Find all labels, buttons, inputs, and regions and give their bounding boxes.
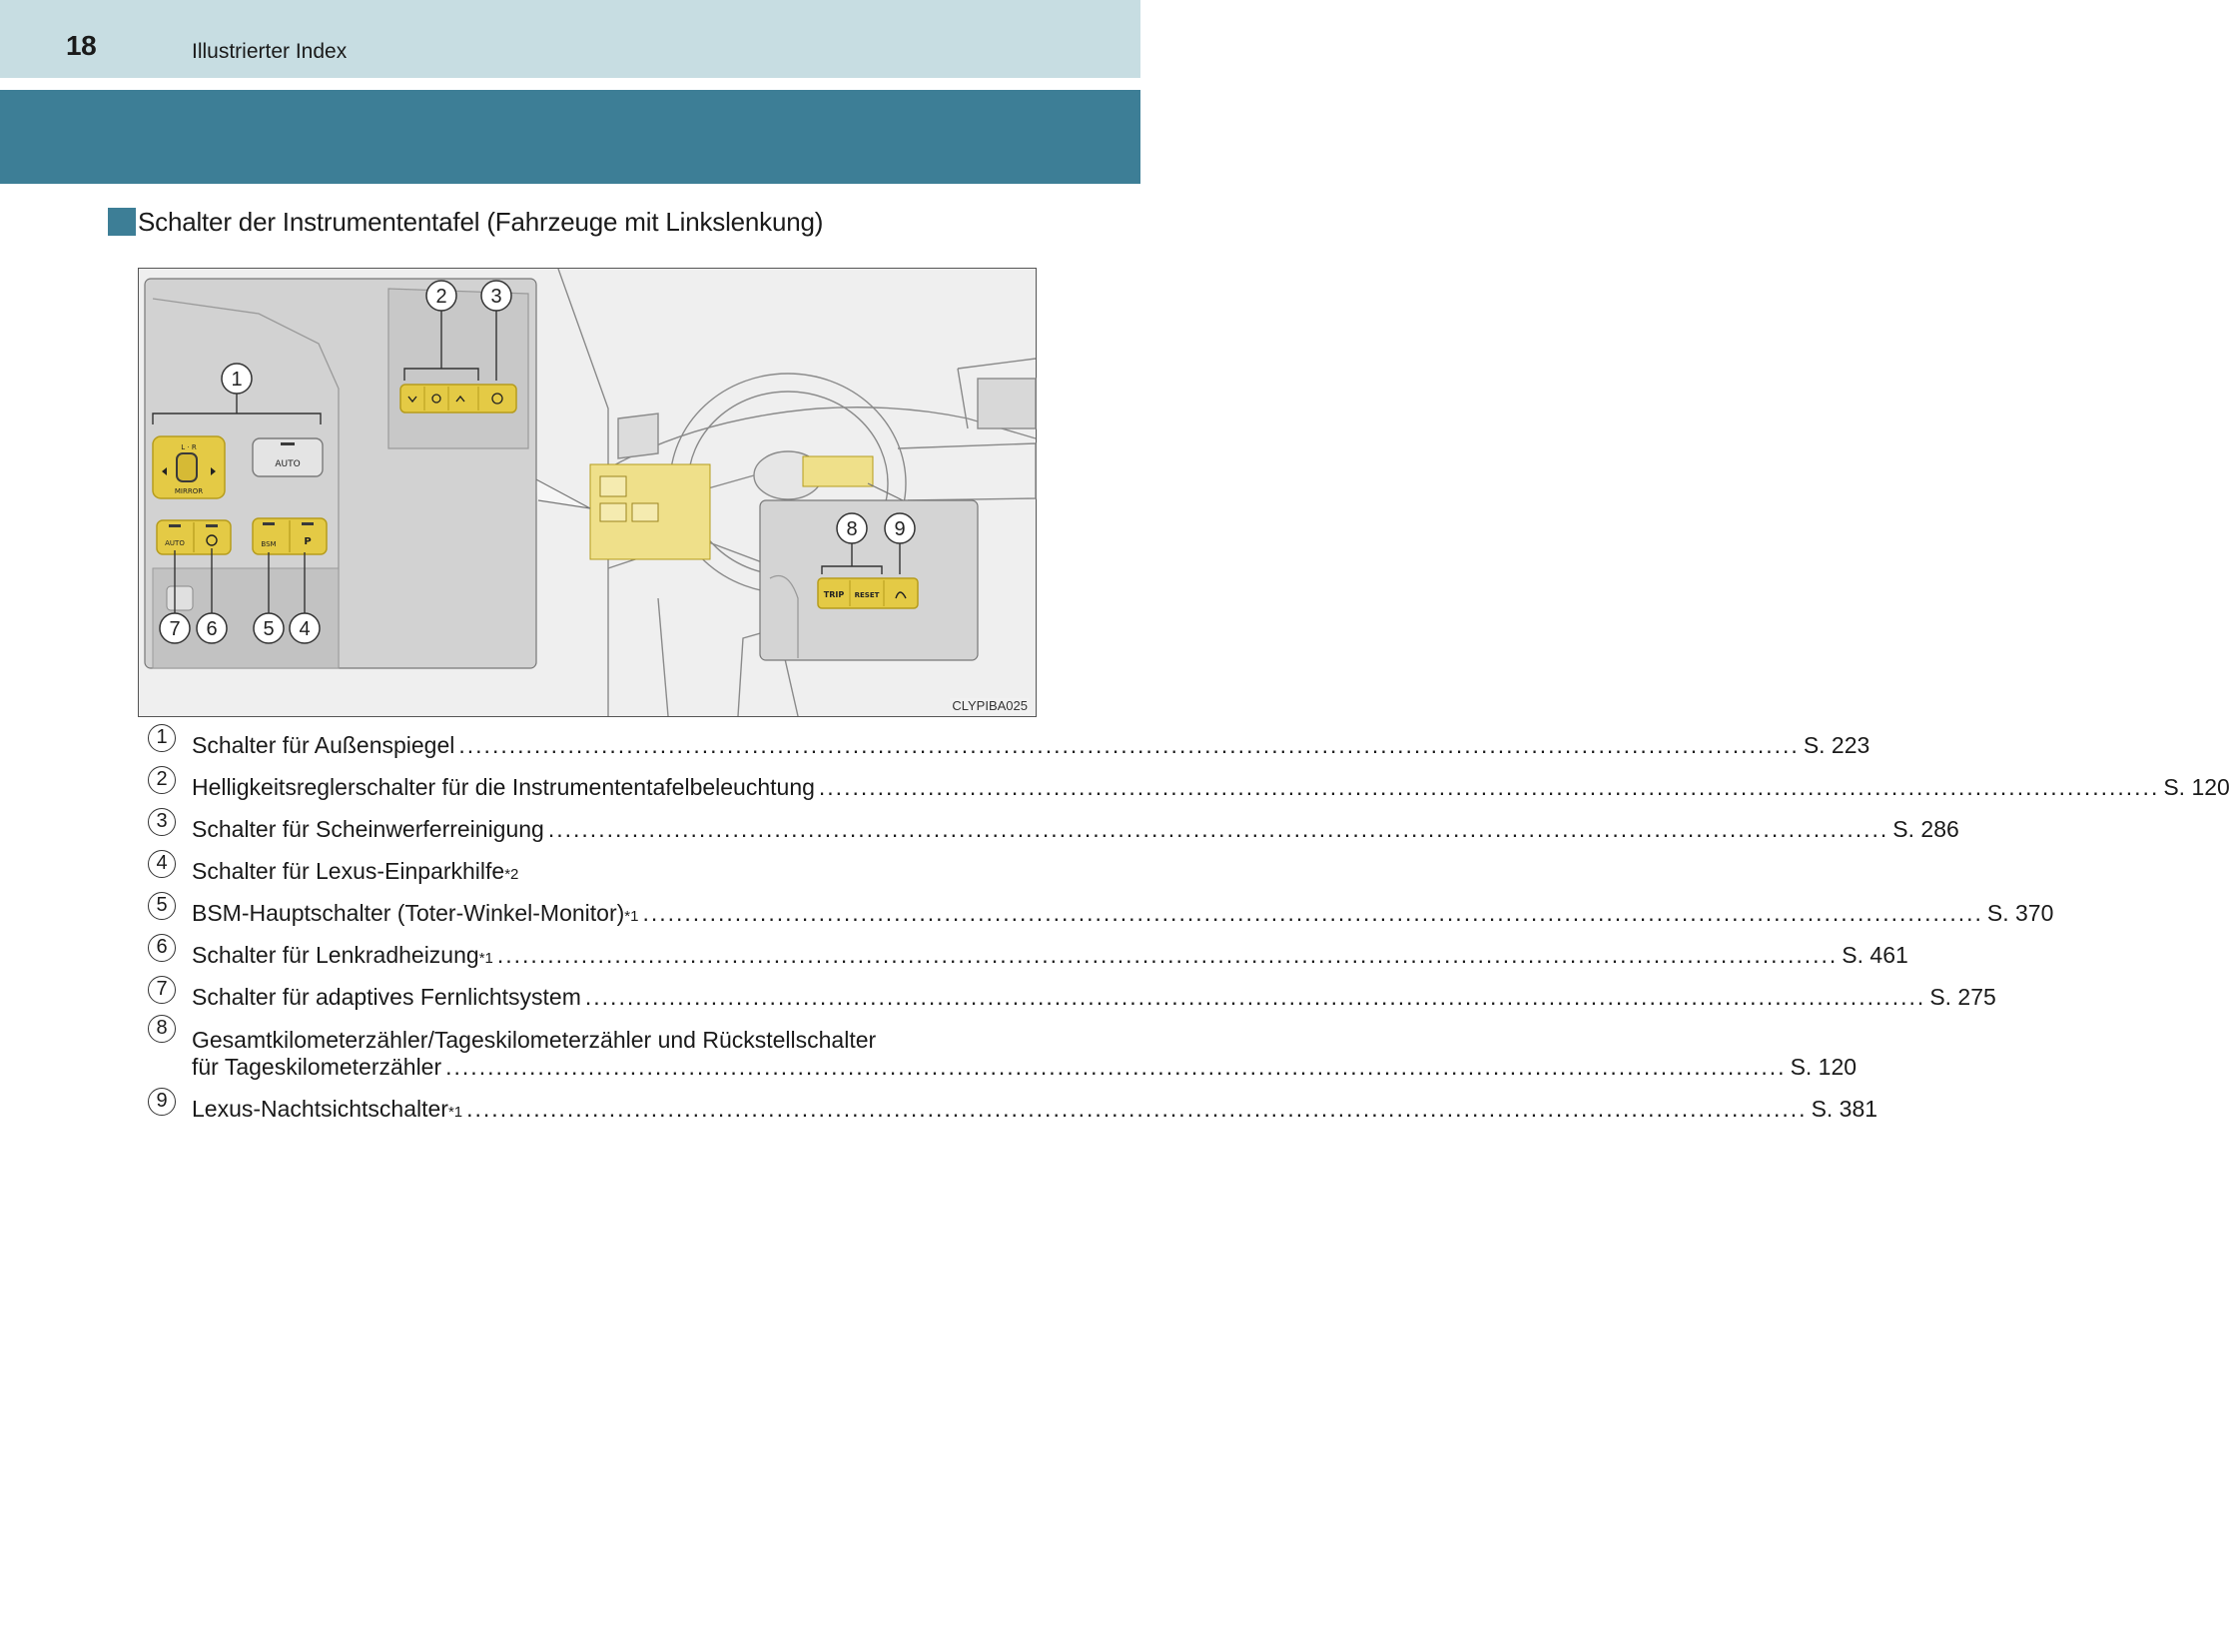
svg-text:P: P — [304, 536, 312, 547]
header-title: Illustrierter Index — [192, 40, 348, 63]
list-item: 6 Schalter für Lenkradheizung *1 ..... S. 461 — [148, 927, 989, 969]
switch-7-6 — [157, 520, 231, 554]
list-item: 5 BSM-Hauptschalter (Toter-Winkel-Monitor) *1 ..... S. 370 — [148, 885, 989, 927]
item-number: 7 — [148, 976, 176, 1004]
auto-switch — [253, 438, 323, 476]
trip-reset-switch — [818, 578, 918, 608]
svg-text:4: 4 — [299, 618, 311, 640]
callout-9 — [885, 513, 915, 543]
mirror-switch — [153, 436, 225, 498]
section-title: Schalter der Instrumententafel (Fahrzeuge mit Linkslenkung) — [138, 206, 824, 237]
item-number: 2 — [148, 766, 176, 794]
leader-dots — [466, 1096, 1807, 1123]
callout-4 — [290, 613, 320, 643]
callout-1 — [222, 364, 252, 394]
mirror-label: MIRROR — [174, 487, 204, 495]
auto-label: AUTO — [275, 459, 301, 469]
leader-dots — [445, 1054, 1786, 1081]
list-item — [148, 759, 2230, 801]
svg-text:AUTO: AUTO — [165, 539, 185, 547]
item-number: 8 — [148, 1015, 176, 1043]
svg-text:1: 1 — [231, 369, 243, 391]
item-label: Helligkeitsreglerschalter für die Instrumententafelbeleuchtung — [192, 774, 815, 800]
svg-text:7: 7 — [169, 618, 181, 640]
callout-7 — [160, 613, 190, 643]
leader-dots — [642, 900, 1982, 927]
list-item — [148, 1011, 1858, 1081]
callout-8 — [837, 513, 867, 543]
brightness-switch — [400, 385, 516, 413]
page-ref-link[interactable]: S. 381 — [1811, 1096, 1878, 1122]
item-number: 9 — [148, 1088, 176, 1116]
item-label: für Tageskilometerzähler — [192, 1054, 442, 1080]
page-ref-link[interactable]: S. 286 — [1892, 816, 1959, 842]
page-ref-link[interactable]: S. 461 — [1842, 942, 1908, 968]
section-heading — [108, 205, 823, 239]
item-label: Schalter für Lexus-Einparkhilfe — [192, 858, 505, 884]
list-item — [148, 717, 1870, 759]
page-ref-link[interactable]: S. 223 — [1803, 732, 1870, 758]
reset-label: RESET — [854, 591, 880, 599]
page-ref-link[interactable]: S. 120 — [2163, 774, 2230, 800]
index-list — [148, 717, 2230, 1123]
svg-text:2: 2 — [435, 286, 447, 308]
page-ref-link[interactable]: S. 370 — [1986, 900, 2054, 926]
bsm-label: BSM — [261, 540, 277, 548]
inset-left — [145, 279, 536, 668]
section-marker — [108, 208, 136, 236]
callout-3 — [481, 281, 511, 311]
leader-dots — [585, 984, 1925, 1011]
svg-text:5: 5 — [263, 618, 275, 640]
page-number: 18 — [66, 30, 97, 61]
leader-dots — [458, 732, 1799, 759]
page-ref-link[interactable]: S. 275 — [1929, 984, 1996, 1010]
trip-label: TRIP — [823, 590, 845, 599]
page-ref-link[interactable]: S. 120 — [1790, 1054, 1858, 1080]
page-header — [0, 0, 1140, 78]
dashboard-illustration — [138, 268, 1037, 717]
item-number: 6 — [148, 934, 176, 962]
item-label: BSM-Hauptschalter (Toter-Winkel-Monitor) — [192, 900, 625, 926]
highlight-left-panel — [590, 464, 710, 559]
header-band — [0, 90, 1140, 184]
item-number: 1 — [148, 724, 176, 752]
item-label-line1: Gesamtkilometerzähler/Tageskilometerzähler und Rückstellschalter — [192, 1027, 877, 1053]
item-number: 4 — [148, 850, 176, 878]
item-label: Schalter für Scheinwerferreinigung — [192, 816, 544, 842]
list-item — [148, 801, 1959, 843]
svg-text:8: 8 — [846, 518, 858, 540]
list-item — [148, 969, 1996, 1011]
item-label: Schalter für Außenspiegel — [192, 732, 455, 758]
svg-text:3: 3 — [490, 286, 502, 308]
leader-dots — [819, 774, 2159, 801]
svg-text:6: 6 — [206, 618, 218, 640]
figure-code: CLYPIBA025 — [952, 698, 1028, 713]
item-label: Schalter für Lenkradheizung — [192, 942, 479, 968]
list-item: 4 Schalter für Lexus-Einparkhilfe *2 — [148, 843, 989, 885]
callout-2 — [426, 281, 456, 311]
switch-5-4 — [253, 518, 327, 554]
highlight-steering-switches — [803, 456, 873, 486]
svg-text:9: 9 — [894, 518, 906, 540]
item-label: Schalter für adaptives Fernlichtsystem — [192, 984, 581, 1010]
leader-dots — [548, 816, 1888, 843]
mirror-lr-label: L · R — [181, 443, 197, 451]
callout-5 — [254, 613, 284, 643]
dashboard-drawing — [139, 269, 1036, 716]
list-item: 9 Lexus-Nachtsichtschalter *1 ..... S. 381 — [148, 1081, 989, 1123]
item-label: Lexus-Nachtsichtschalter — [192, 1096, 448, 1122]
inset-right — [760, 500, 978, 660]
leader-dots — [497, 942, 1838, 969]
item-number: 3 — [148, 808, 176, 836]
item-number: 5 — [148, 892, 176, 920]
callout-6 — [197, 613, 227, 643]
